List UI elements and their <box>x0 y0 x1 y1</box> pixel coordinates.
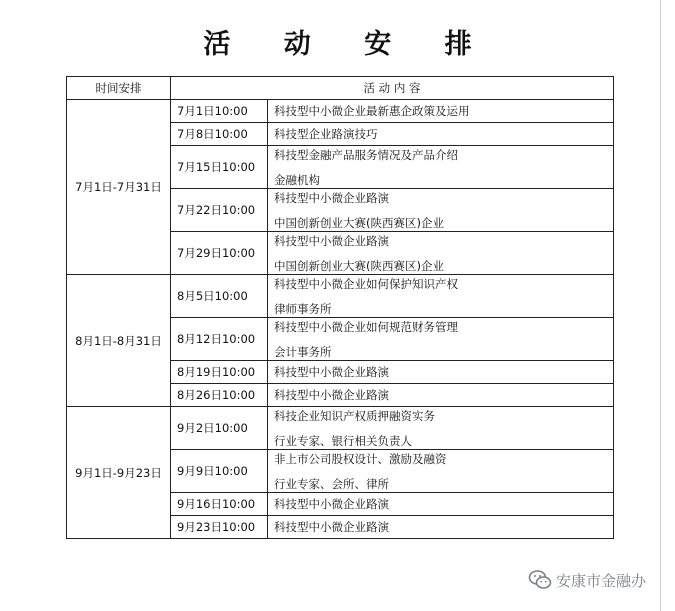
time-cell: 8月19日10:00 <box>171 361 268 384</box>
content-cell <box>268 318 614 361</box>
schedule-body <box>67 100 614 539</box>
content-cell <box>268 123 614 146</box>
time-cell: 7月29日10:00 <box>171 232 268 275</box>
content-cell <box>268 189 614 232</box>
activity-topic: 科技企业知识产权质押融资实务 <box>274 408 435 423</box>
activity-topic: 科技型中小微企业路演 <box>274 497 389 511</box>
activity-topic: 科技型中小微企业路演 <box>274 190 389 205</box>
activity-participants: 律师事务所 <box>274 301 332 316</box>
content-cell <box>268 146 614 189</box>
content-cell <box>268 493 614 516</box>
activity-participants: 中国创新创业大赛(陕西赛区)企业 <box>274 215 444 230</box>
time-cell: 8月12日10:00 <box>171 318 268 361</box>
content-cell <box>268 275 614 318</box>
schedule-table <box>66 76 614 539</box>
watermark-text: 安康市金融办 <box>556 571 647 590</box>
activity-topic: 科技型中小微企业如何保护知识产权 <box>274 276 458 291</box>
activity-topic: 科技型金融产品服务情况及产品介绍 <box>274 147 458 162</box>
activity-topic: 科技型中小微企业路演 <box>274 388 389 402</box>
content-cell <box>268 100 614 123</box>
activity-participants: 行业专家、银行相关负责人 <box>274 433 412 448</box>
page-title: 活 动 安 排 <box>203 29 494 60</box>
activity-topic: 科技型中小微企业路演 <box>274 365 389 379</box>
time-cell: 7月8日10:00 <box>171 123 268 146</box>
table-row <box>67 100 614 123</box>
period-cell: 7月1日-7月31日 <box>67 100 171 275</box>
content-cell <box>268 384 614 407</box>
time-cell: 9月23日10:00 <box>171 516 268 539</box>
activity-participants: 行业专家、会所、律所 <box>274 476 389 491</box>
header-time-arrangement: 时间安排 <box>67 77 171 100</box>
content-cell <box>268 450 614 493</box>
wechat-icon <box>528 569 552 591</box>
activity-participants: 金融机构 <box>274 172 320 187</box>
table-row <box>67 407 614 450</box>
activity-topic: 科技型中小微企业最新惠企政策及运用 <box>274 104 470 118</box>
content-cell <box>268 361 614 384</box>
time-cell: 9月2日10:00 <box>171 407 268 450</box>
activity-topic: 科技型中小微企业如何规范财务管理 <box>274 319 458 334</box>
activity-topic: 科技型中小微企业路演 <box>274 520 389 534</box>
period-cell: 8月1日-8月31日 <box>67 275 171 407</box>
table-row <box>67 275 614 318</box>
table-header-row <box>67 77 614 100</box>
time-cell: 9月16日10:00 <box>171 493 268 516</box>
activity-topic: 科技型中小微企业路演 <box>274 233 389 248</box>
time-cell: 8月5日10:00 <box>171 275 268 318</box>
watermark <box>528 568 646 592</box>
activity-participants: 会计事务所 <box>274 344 332 359</box>
activity-participants: 中国创新创业大赛(陕西赛区)企业 <box>274 258 444 273</box>
content-cell <box>268 232 614 275</box>
header-activity-content: 活 动 内 容 <box>171 77 614 100</box>
content-cell <box>268 407 614 450</box>
period-cell: 9月1日-9月23日 <box>67 407 171 539</box>
activity-topic: 非上市公司股权设计、激励及融资 <box>274 451 447 466</box>
time-cell: 7月1日10:00 <box>171 100 268 123</box>
content-cell <box>268 516 614 539</box>
activity-topic: 科技型企业路演技巧 <box>274 127 378 141</box>
page-edge-line <box>660 0 661 611</box>
time-cell: 9月9日10:00 <box>171 450 268 493</box>
time-cell: 8月26日10:00 <box>171 384 268 407</box>
time-cell: 7月15日10:00 <box>171 146 268 189</box>
time-cell: 7月22日10:00 <box>171 189 268 232</box>
